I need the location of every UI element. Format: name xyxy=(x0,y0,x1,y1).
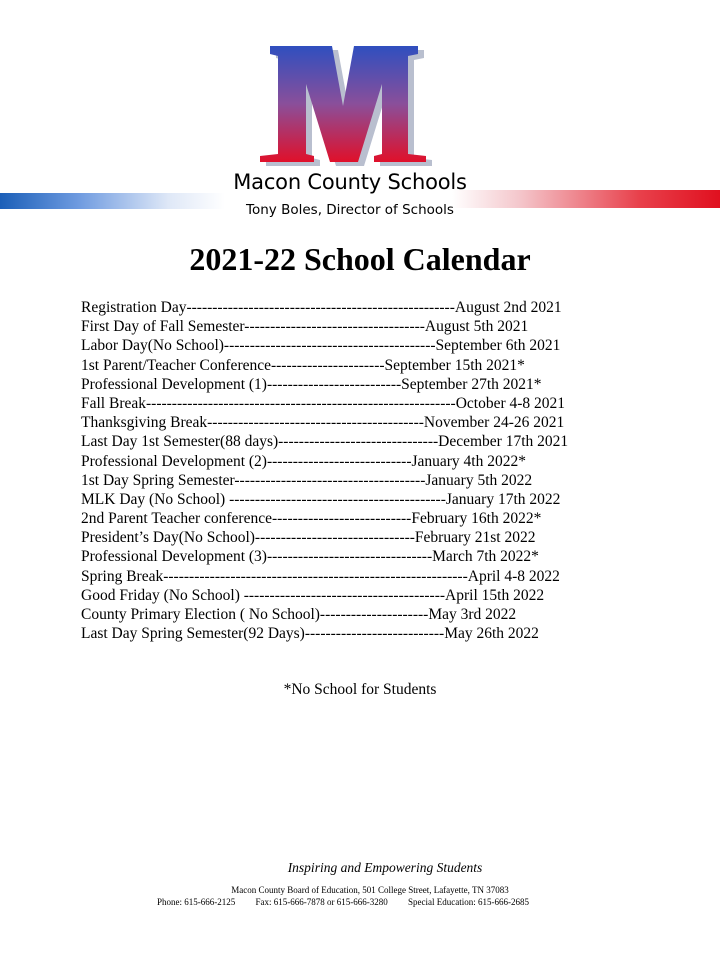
event-professional-development-1: Professional Development (1)--------------------------September 27th 2021* xyxy=(81,375,542,393)
event-first-day-spring: 1st Day Spring Semester-------------------------------------January 5th 2022 xyxy=(81,471,533,489)
event-primary-election: County Primary Election ( No School)---------------------May 3rd 2022 xyxy=(81,606,517,623)
event-fall-break: Fall Break------------------------------------------------------------October 4-8 2021 xyxy=(81,394,566,412)
event-professional-development-3: Professional Development (3)--------------------------------March 7th 2022* xyxy=(81,548,539,566)
footer-address: Macon County Board of Education, 501 College Street, Lafayette, TN 37083 xyxy=(231,885,509,895)
event-good-friday: Good Friday (No School) ---------------------------------------April 15th 2022 xyxy=(81,586,545,604)
event-registration-day: Registration Day----------------------------------------------------August 2nd 2021 xyxy=(81,299,562,316)
event-mlk-day: MLK Day (No School) ------------------------------------------January 17th 2022 xyxy=(81,490,561,508)
event-first-day-fall: First Day of Fall Semester-----------------------------------August 5th 2021 xyxy=(81,318,529,336)
blue-gradient-bar xyxy=(0,193,225,209)
event-thanksgiving-break: Thanksgiving Break------------------------------------------November 24-26 2021 xyxy=(81,414,565,432)
calendar-event-list xyxy=(81,298,568,643)
footer-fax: Fax: 615-666-7878 or 615-666-3280 xyxy=(255,897,388,907)
macon-county-schools-logo xyxy=(248,36,438,170)
event-labor-day: Labor Day(No School)-----------------------------------------September 6th 2021 xyxy=(81,337,561,355)
footer-special-education: Special Education: 615-666-2685 xyxy=(408,897,529,907)
director-name: Tony Boles, Director of Schools xyxy=(246,202,454,218)
footer-phone: Phone: 615-666-2125 xyxy=(157,897,236,907)
event-parent-teacher-conference-1: 1st Parent/Teacher Conference----------------------September 15th 2021* xyxy=(81,356,525,374)
event-last-day-1st-semester: Last Day 1st Semester(88 days)-------------------------------December 17th 2021 xyxy=(81,433,569,451)
event-presidents-day: President’s Day(No School)-------------------------------February 21st 2022 xyxy=(81,529,536,547)
calendar-title: 2021-22 School Calendar xyxy=(189,241,531,277)
event-professional-development-2: Professional Development (2)----------------------------January 4th 2022* xyxy=(81,452,526,470)
event-spring-break: Spring Break-----------------------------------------------------------April 4-8 2022 xyxy=(81,567,560,585)
no-school-footnote: *No School for Students xyxy=(283,681,437,698)
footer-contact xyxy=(157,897,529,907)
school-name: Macon County Schools xyxy=(233,170,467,194)
event-parent-teacher-conference-2: 2nd Parent Teacher conference---------------------------February 16th 2022* xyxy=(81,510,542,528)
event-last-day-spring: Last Day Spring Semester(92 Days)---------------------------May 26th 2022 xyxy=(81,625,539,643)
footer-tagline: Inspiring and Empowering Students xyxy=(287,860,483,875)
